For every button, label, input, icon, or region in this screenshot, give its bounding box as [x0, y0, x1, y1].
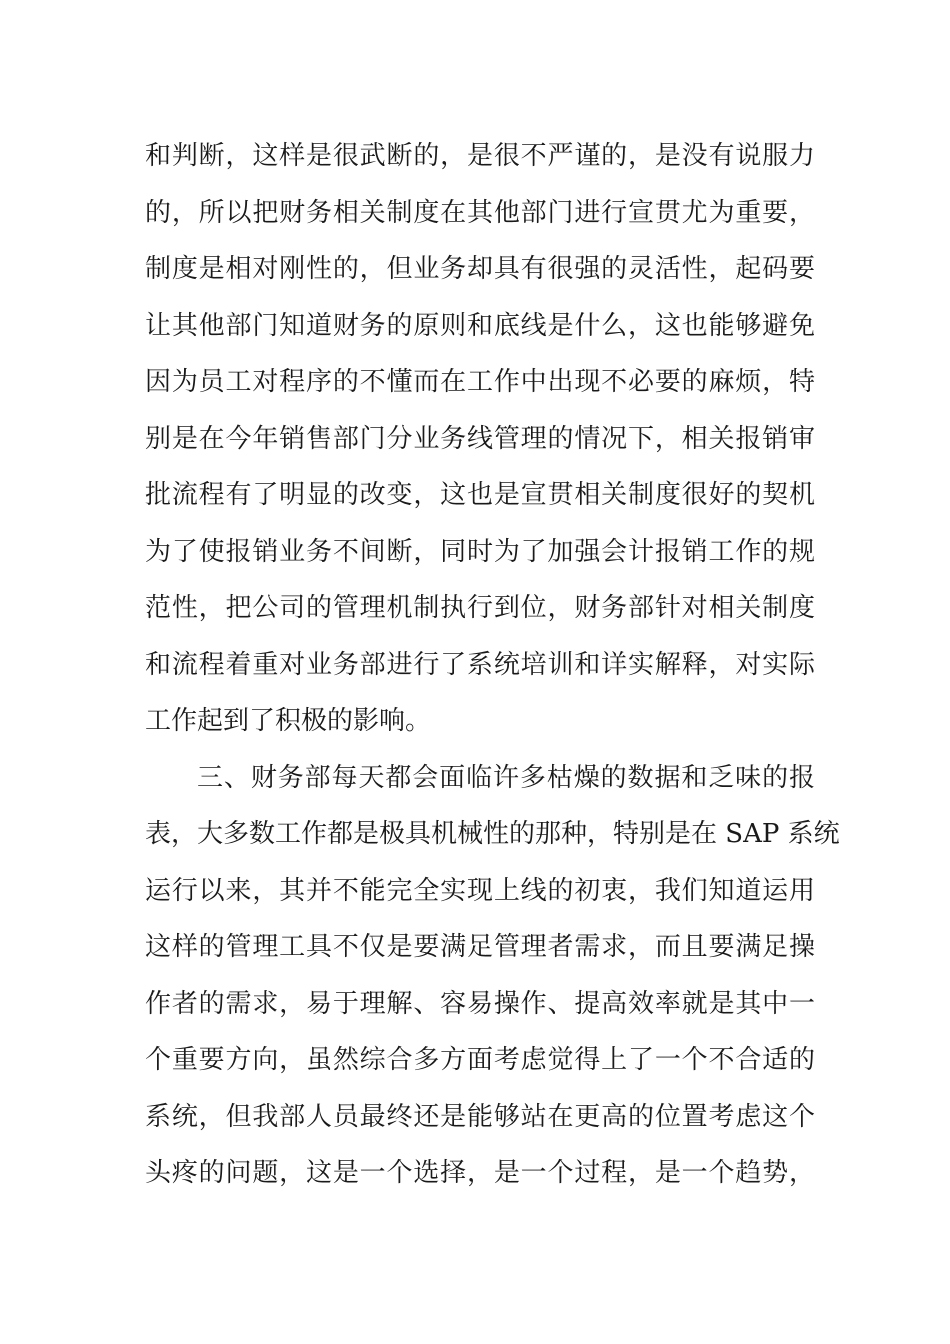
text-line: 工作起到了积极的影响。: [145, 706, 432, 736]
text-line: 系统，但我部人员最终还是能够站在更高的位置考虑这个: [145, 1101, 815, 1132]
text-line: 制度是相对刚性的，但业务却具有很强的灵活性，起码要: [145, 254, 815, 284]
text-line: 三、财务部每天都会面临许多枯燥的数据和乏味的报: [197, 762, 815, 793]
text-line: 和判断，这样是很武断的，是很不严谨的，是没有说服力: [145, 141, 815, 171]
text-line: 表，大多数工作都是极具机械性的那种，特别是在 SAP 系统: [145, 819, 840, 849]
text-line: 作者的需求，易于理解、容易操作、提高效率就是其中一: [145, 988, 815, 1019]
paragraph-2: [145, 750, 840, 1202]
text-line: 为了使报销业务不间断，同时为了加强会计报销工作的规: [145, 536, 815, 567]
text-line: 因为员工对程序的不懂而在工作中出现不必要的麻烦，特: [145, 367, 815, 397]
text-line: 头疼的问题，这是一个选择，是一个过程，是一个趋势，: [145, 1158, 815, 1188]
text-line: 这样的管理工具不仅是要满足管理者需求，而且要满足操: [145, 932, 815, 962]
text-line: 和流程着重对业务部进行了系统培训和详实解释，对实际: [145, 649, 815, 680]
text-line: 运行以来，其并不能完全实现上线的初衷，我们知道运用: [145, 875, 815, 906]
text-line: 让其他部门知道财务的原则和底线是什么，这也能够避免: [145, 310, 815, 341]
paragraph-1: [145, 128, 815, 750]
text-line: 别是在今年销售部门分业务线管理的情况下，相关报销审: [145, 423, 815, 454]
text-line: 个重要方向，虽然综合多方面考虑觉得上了一个不合适的: [145, 1045, 815, 1075]
text-line: 的，所以把财务相关制度在其他部门进行宣贯尤为重要，: [145, 197, 815, 228]
text-line: 批流程有了明显的改变，这也是宣贯相关制度很好的契机: [145, 480, 815, 510]
body-text: [145, 128, 840, 1202]
text-line: 范性，把公司的管理机制执行到位，财务部针对相关制度: [145, 593, 815, 623]
